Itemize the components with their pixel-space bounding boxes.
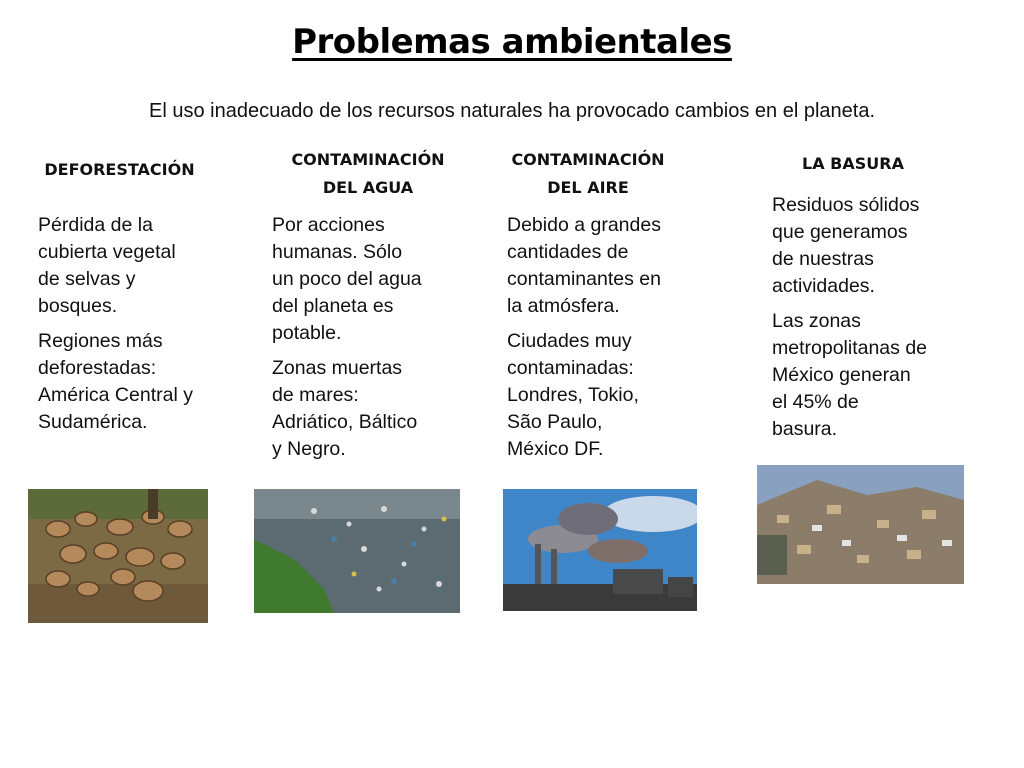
column-contaminacion-aire-text	[507, 212, 712, 471]
heading-line: CONTAMINACIÓN	[291, 150, 445, 169]
paragraph	[38, 328, 238, 436]
tree-stumps-photo	[28, 489, 208, 623]
text-line: de mares:	[272, 384, 359, 406]
column-deforestacion-text	[38, 212, 238, 444]
garbage-dump-photo	[757, 465, 964, 584]
factory-smoke-photo	[503, 489, 697, 611]
text-line: y Negro.	[272, 438, 346, 460]
text-line: Adriático, Báltico	[272, 411, 418, 433]
heading-line: DEFORESTACIÓN	[44, 160, 195, 179]
text-line: de selvas y	[38, 268, 136, 290]
text-line: Pérdida de la	[38, 214, 153, 236]
text-line: contaminantes en	[507, 268, 661, 290]
column-heading	[478, 146, 698, 202]
column-basura-text	[772, 192, 987, 451]
column-deforestacion	[22, 156, 217, 184]
text-line: el 45% de	[772, 391, 859, 413]
text-line: metropolitanas de	[772, 337, 928, 359]
text-line: de nuestras	[772, 248, 874, 270]
column-heading	[22, 156, 217, 184]
text-line: cubierta vegetal	[38, 241, 176, 263]
paragraph	[772, 308, 987, 443]
text-line: Ciudades muy	[507, 330, 632, 352]
text-line: un poco del agua	[272, 268, 422, 290]
text-line: contaminadas:	[507, 357, 634, 379]
text-line: cantidades de	[507, 241, 629, 263]
paragraph	[272, 212, 477, 347]
text-line: potable.	[272, 322, 342, 344]
heading-line: CONTAMINACIÓN	[511, 150, 665, 169]
text-line: Londres, Tokio,	[507, 384, 639, 406]
text-line: México generan	[772, 364, 911, 386]
text-line: basura.	[772, 418, 838, 440]
text-line: bosques.	[38, 295, 118, 317]
paragraph	[272, 355, 477, 463]
text-line: Las zonas	[772, 310, 861, 332]
text-line: Debido a grandes	[507, 214, 661, 236]
text-line: actividades.	[772, 275, 875, 297]
heading-line: DEL AIRE	[547, 178, 629, 197]
column-basura	[748, 150, 958, 178]
text-line: Sudamérica.	[38, 411, 148, 433]
slide-title: Problemas ambientales	[292, 22, 732, 62]
text-line: del planeta es	[272, 295, 394, 317]
text-line: la atmósfera.	[507, 295, 620, 317]
slide-subtitle: El uso inadecuado de los recursos naturales ha provocado cambios en el planeta.	[148, 100, 875, 122]
text-line: América Central y	[38, 384, 193, 406]
text-line: Por acciones	[272, 214, 385, 236]
text-line: humanas. Sólo	[272, 241, 403, 263]
paragraph	[507, 328, 712, 463]
text-line: que generamos	[772, 221, 908, 243]
text-line: Regiones más	[38, 330, 163, 352]
heading-line: LA BASURA	[802, 154, 904, 173]
text-line: Residuos sólidos	[772, 194, 920, 216]
column-contaminacion-agua-text	[272, 212, 477, 471]
text-line: México DF.	[507, 438, 604, 460]
column-heading	[748, 150, 958, 178]
text-line: deforestadas:	[38, 357, 157, 379]
heading-line: DEL AGUA	[322, 178, 414, 197]
paragraph	[772, 192, 987, 300]
column-contaminacion-agua	[258, 146, 478, 202]
column-contaminacion-aire	[478, 146, 698, 202]
text-line: São Paulo,	[507, 411, 603, 433]
text-line: Zonas muertas	[272, 357, 403, 379]
column-heading	[258, 146, 478, 202]
paragraph	[507, 212, 712, 320]
paragraph	[38, 212, 238, 320]
polluted-water-photo	[254, 489, 460, 613]
